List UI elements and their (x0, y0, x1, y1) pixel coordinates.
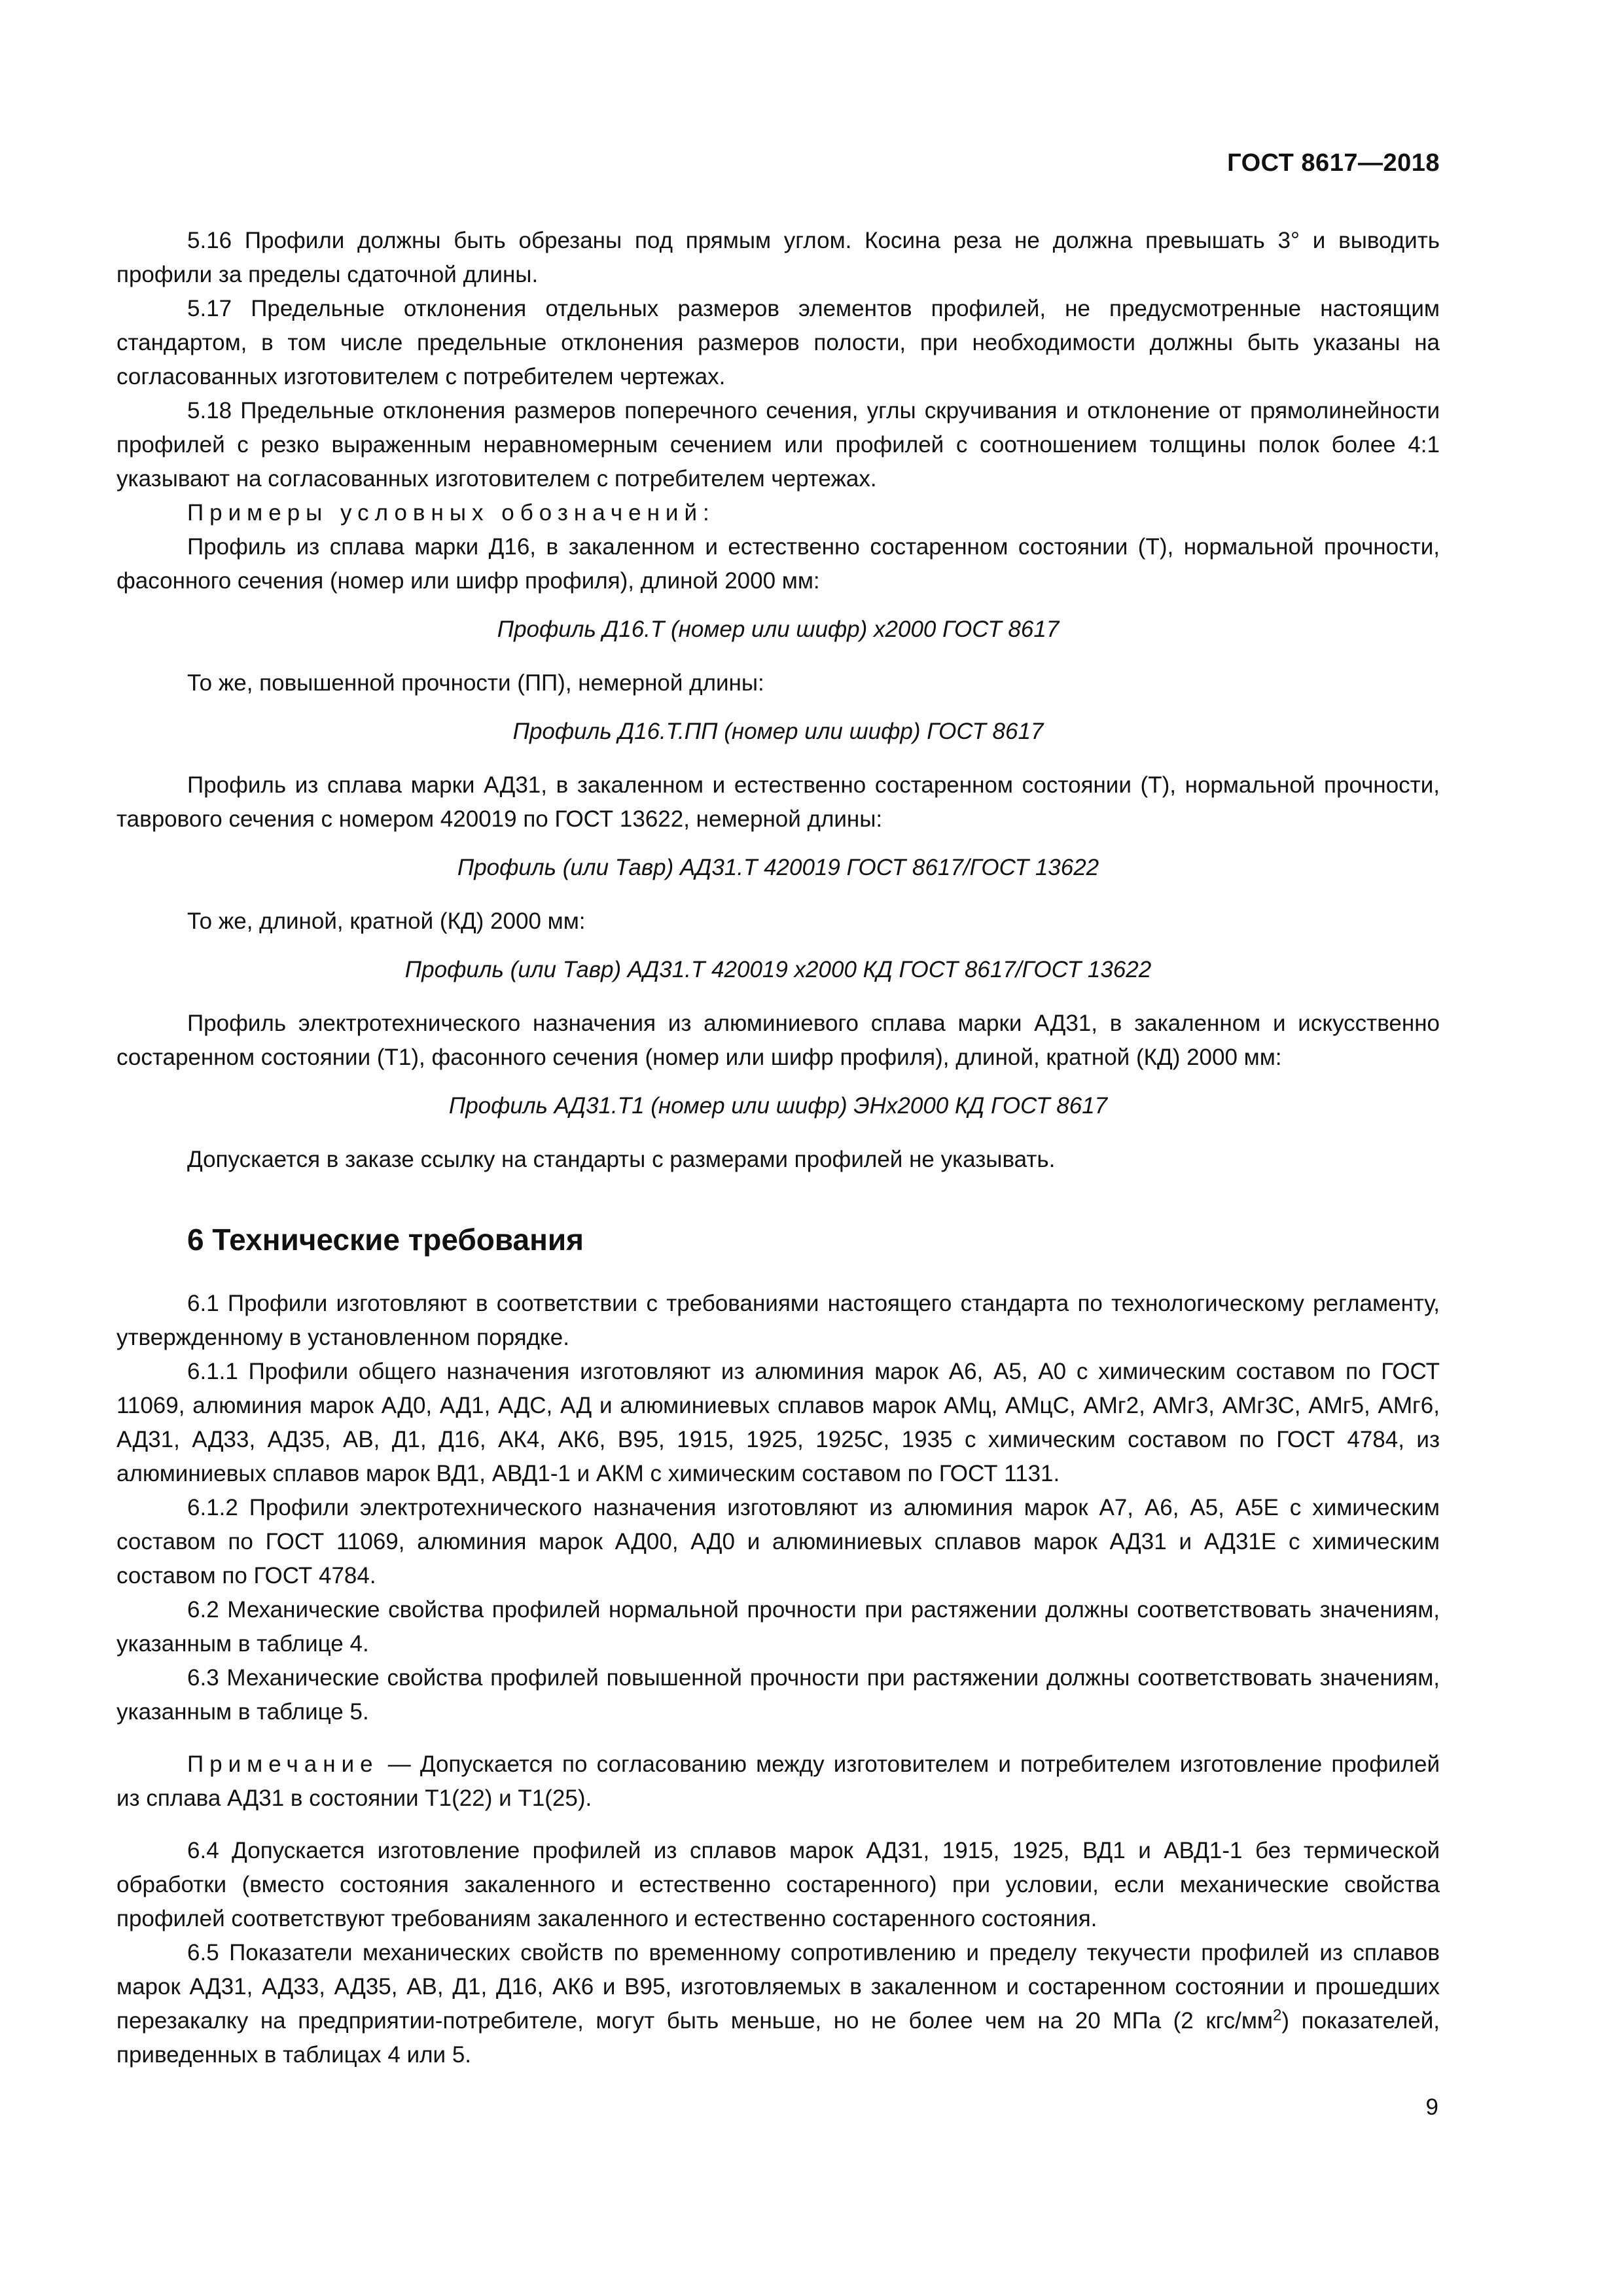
paragraph-6-4: 6.4 Допускается изготовление профилей из сплавов марок АД31, 1915, 1925, ВД1 и АВД1-1 без термической обработки (вместо состояния закаленного и естественно состаренного) при условии, если механические свойства профилей соответствуют требованиям закаленного и естественно состаренного состояния. (116, 1838, 1440, 1931)
example-4-text: То же, длиной, кратной (КД) 2000 мм: (187, 908, 586, 934)
example-5-text: Профиль электротехнического назначения из алюминиевого сплава марки АД31, в закаленном и искусственно состаренном состоянии (Т1), фасонного сечения (номер или шифр профиля), длиной, кратной (КД) 2000 мм: (116, 1011, 1440, 1070)
paragraph-6-5-end: ) показателей, приведенных в таблицах 4 или 5. (116, 2008, 1440, 2068)
superscript-2: 2 (1272, 2006, 1282, 2024)
paragraph-6-5 (116, 1936, 1440, 2072)
examples-heading: Примеры условных обозначений: (187, 500, 715, 526)
paragraph-5-16: 5.16 Профили должны быть обрезаны под прямым углом. Косина реза не должна превышать 3° и выводить профили за пределы сдаточной длины. (116, 228, 1440, 287)
page-content (116, 224, 1440, 2072)
example-1-designation: Профиль Д16.Т (номер или шифр) х2000 ГОСТ 8617 (497, 617, 1060, 642)
note-paragraph (116, 1748, 1440, 1816)
paragraph-6-1: 6.1 Профили изготовляют в соответствии с требованиями настоящего стандарта по технологическому регламенту, утвержденному в установленном порядке. (116, 1291, 1440, 1350)
paragraph-6-3: 6.3 Механические свойства профилей повышенной прочности при растяжении должны соответствовать значениям, указанным в таблице 5. (116, 1665, 1440, 1725)
paragraph-5-18: 5.18 Предельные отклонения размеров поперечного сечения, углы скручивания и отклонение от прямолинейности профилей с резко выраженным неравномерным сечением или профилей с соотношением толщины полок более 4:1 указывают на согласованных изготовителем с потребителем чертежах. (116, 398, 1440, 492)
example-4-designation: Профиль (или Тавр) АД31.Т 420019 х2000 КД ГОСТ 8617/ГОСТ 13622 (404, 957, 1152, 982)
section-6-title: 6 Технические требования (187, 1223, 584, 1257)
document-code: ГОСТ 8617—2018 (1227, 149, 1440, 177)
example-5-designation: Профиль АД31.Т1 (номер или шифр) ЭНх2000 КД ГОСТ 8617 (448, 1093, 1108, 1119)
example-3-text: Профиль из сплава марки АД31, в закаленном и естественно состаренном состоянии (Т), нормальной прочности, таврового сечения с номером 420019 по ГОСТ 13622, немерной длины: (116, 772, 1440, 832)
paragraph-6-2: 6.2 Механические свойства профилей нормальной прочности при растяжении должны соответствовать значениям, указанным в таблице 4. (116, 1597, 1440, 1657)
examples-note: Допускается в заказе ссылку на стандарты с размерами профилей не указывать. (187, 1147, 1056, 1172)
paragraph-6-5-main: 6.5 Показатели механических свойств по временному сопротивлению и пределу текучести профилей из сплавов марок АД31, АД33, АД35, АВ, Д1, Д16, АК6 и В95, изготовляемых в закаленном и состаренном состоянии и прошедших перезакалку на предприятии-потребителе, могут быть меньше, но не более чем на 20 МПа (2 кгс/мм (116, 1940, 1440, 2034)
paragraph-6-1-2: 6.1.2 Профили электротехнического назначения изготовляют из алюминия марок А7, А6, А5, А5Е с химическим составом по ГОСТ 11069, алюминия марок АД00, АД0 и алюминиевых сплавов марок АД31 и АД31Е с химическим составом по ГОСТ 4784. (116, 1495, 1440, 1588)
example-2-designation: Профиль Д16.Т.ПП (номер или шифр) ГОСТ 8617 (512, 719, 1044, 744)
note-text: — Допускается по согласованию между изготовителем и потребителем изготовление профилей из сплава АД31 в состоянии Т1(22) и Т1(25). (116, 1751, 1440, 1811)
example-2-text: То же, повышенной прочности (ПП), немерной длины: (187, 670, 764, 696)
paragraph-5-17: 5.17 Предельные отклонения отдельных размеров элементов профилей, не предусмотренные настоящим стандартом, в том числе предельные отклонения размеров полости, при необходимости должны быть указаны на согласованных изготовителем с потребителем чертежах. (116, 296, 1440, 389)
page-number: 9 (1425, 2094, 1438, 2120)
example-3-designation: Профиль (или Тавр) АД31.Т 420019 ГОСТ 8617/ГОСТ 13622 (457, 855, 1099, 880)
example-1-text: Профиль из сплава марки Д16, в закаленном и естественно состаренном состоянии (Т), нормальной прочности, фасонного сечения (номер или шифр профиля), длиной 2000 мм: (116, 534, 1440, 594)
paragraph-6-1-1: 6.1.1 Профили общего назначения изготовляют из алюминия марок А6, А5, А0 с химическим составом по ГОСТ 11069, алюминия марок АД0, АД1, АДС, АД и алюминиевых сплавов марок АМц, АМцС, АМг2, АМг3, АМг3С, АМг5, АМг6, АД31, АД33, АД35, АВ, Д1, Д16, АК4, АК6, В95, 1915, 1925, 1925С, 1935 с химическим составом по ГОСТ 4784, из алюминиевых сплавов марок ВД1, АВД1-1 и АКМ с химическим составом по ГОСТ 1131. (116, 1359, 1440, 1486)
note-label: Примечание (187, 1751, 379, 1777)
